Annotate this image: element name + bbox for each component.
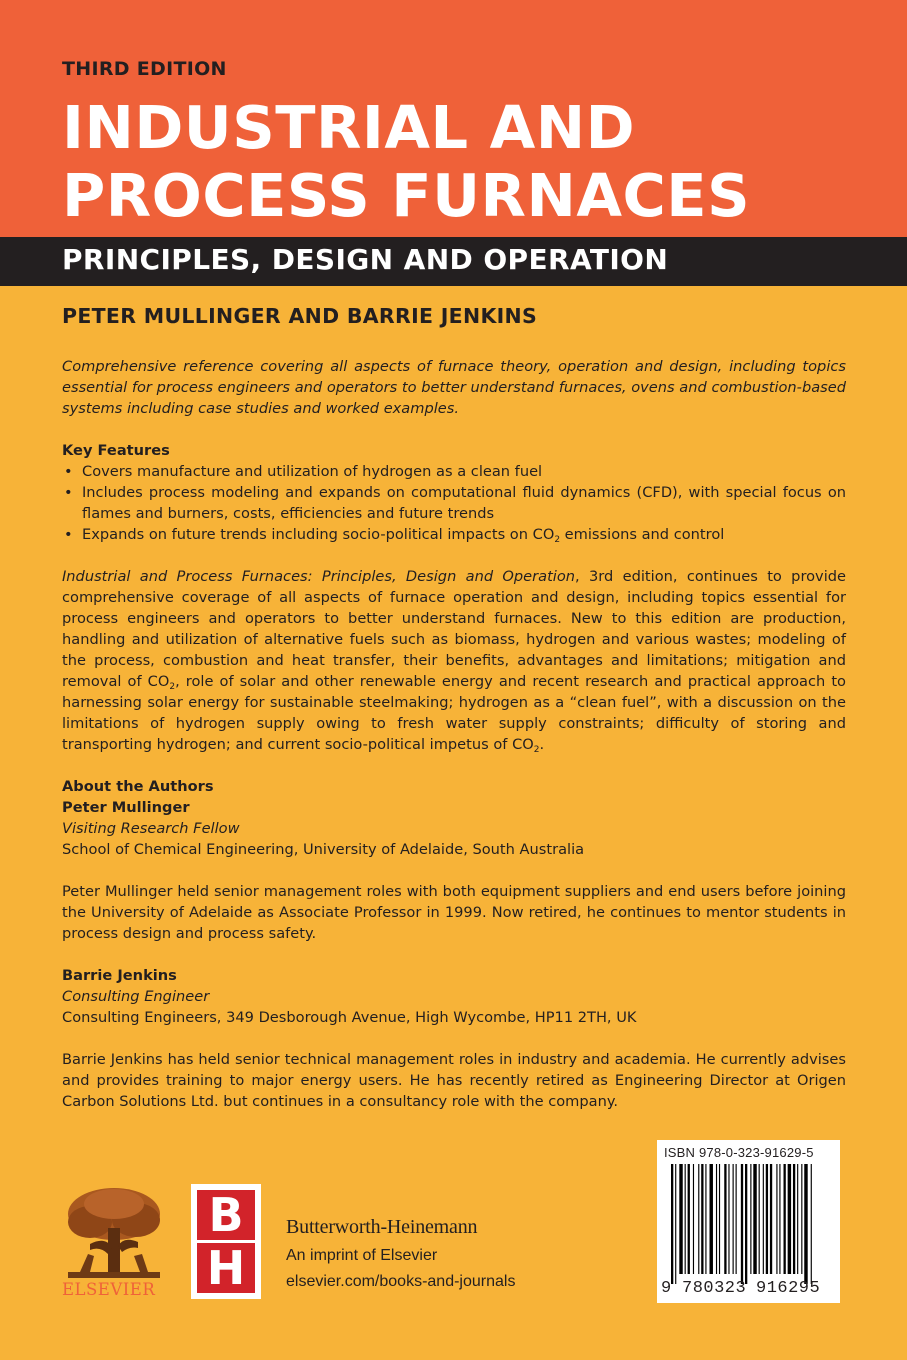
description-text: , role of solar and other renewable energy and recent research and practical approach to harnessing solar energy for sustainable steelmaking; hydrogen as a “clean fuel”, with a discussion on the limitations of hydrogen supply owing to fresh water supply constraints; difficulty of storing and transporting hydrogen; and current socio-political impetus of CO [62,673,846,753]
edition-label: THIRD EDITION [62,58,227,80]
barcode-bar [745,1164,747,1284]
feature-item [62,482,846,524]
barcode-bar [698,1164,699,1274]
author2-affiliation: Consulting Engineers, 349 Desborough Avenue, High Wycombe, HP11 2TH, UK [62,1009,637,1026]
barcode-bar [811,1164,812,1284]
barcode-bar [776,1164,777,1274]
barcode-bar [793,1164,795,1274]
publisher-info [286,1216,515,1299]
description-text: . [539,736,545,753]
feature-text: Includes process modeling and expands on computational fluid dynamics (CFD), with special focus on flames and burners, costs, efficiencies and future trends [82,484,846,522]
feature-text: Expands on future trends including socio-political impacts on CO [82,526,555,543]
barcode-bar [741,1164,743,1284]
barcode-bar [675,1164,676,1284]
bh-logo [191,1184,261,1299]
barcode-bar [801,1164,802,1274]
book-title-line-1: INDUSTRIAL AND [62,93,636,162]
feature-item [62,461,846,482]
imprint-note: An imprint of Elsevier [286,1247,438,1264]
description-paragraph [62,566,846,755]
barcode-right-digits: 916295 [756,1279,821,1298]
bh-logo-h: H [197,1243,255,1293]
subscript: 2 [533,745,540,755]
book-title [62,94,750,230]
back-cover-text [62,356,846,1112]
feature-text: emissions and control [560,526,725,543]
barcode-left-digits: 780323 [682,1279,747,1298]
feature-item [62,524,846,545]
author2-bio: Barrie Jenkins has held senior technical management roles in industry and academia. He currently advises and provides training to major energy users. He has recently retired as Engineering Director at Origen Carbon Solutions Ltd. but continues in a consultancy role with the company. [62,1051,846,1110]
barcode-bar [788,1164,791,1274]
barcode-bar [733,1164,734,1274]
about-authors-heading: About the Authors [62,778,214,795]
barcode [671,1164,831,1286]
key-features-heading: Key Features [62,442,170,459]
publisher-name: Butterworth-Heinemann [286,1216,478,1238]
barcode-bar [759,1164,760,1274]
barcode-bar [804,1164,807,1284]
barcode-bar [671,1164,673,1284]
tagline: Comprehensive reference covering all aspects of furnace theory, operation and design, including topics essential for process engineers and operators to better understand furnaces, ovens and combustion-based systems including case studies and worked examples. [62,358,846,417]
barcode-bar [719,1164,720,1274]
isbn-barcode-box [657,1140,840,1303]
author-names: PETER MULLINGER AND BARRIE JENKINS [62,304,538,328]
barcode-bar [797,1164,798,1274]
author1-bio: Peter Mullinger held senior management roles with both equipment suppliers and end users before joining the University of Adelaide as Associate Professor in 1999. Now retired, he continues to mentor students in process design and process safety. [62,883,846,942]
barcode-bar [724,1164,726,1274]
author1-role: Visiting Research Fellow [62,820,240,837]
barcode-bar [679,1164,682,1274]
barcode-bar [779,1164,780,1274]
barcode-bar [693,1164,694,1274]
book-title-line-2: PROCESS FURNACES [62,161,751,230]
barcode-bar [753,1164,756,1274]
barcode-bar [710,1164,713,1274]
subscript: 2 [169,682,176,692]
barcode-bar [770,1164,772,1274]
isbn-label: ISBN 978-0-323-91629-5 [664,1145,814,1160]
barcode-bar [766,1164,768,1274]
key-features-list [62,461,846,545]
description-book-title: Industrial and Process Furnaces: Principles, Design and Operation [62,568,576,585]
author2-role: Consulting Engineer [62,988,210,1005]
barcode-bar [784,1164,786,1274]
feature-text: Covers manufacture and utilization of hydrogen as a clean fuel [82,463,543,480]
barcode-bar [705,1164,706,1274]
publisher-website: elsevier.com/books-and-journals [286,1273,516,1290]
book-subtitle: PRINCIPLES, DESIGN AND OPERATION [62,243,669,276]
barcode-bar [728,1164,729,1274]
bh-logo-b: B [197,1190,255,1240]
author1-name: Peter Mullinger [62,799,190,816]
description-text: , 3rd edition, continues to provide comprehensive coverage of all aspects of furnace operation and design, including topics essential for process engineers and operators to better understand furnaces. New to this edition are production, handling and utilization of alternative fuels such as biomass, hydrogen and various wastes; modeling of the process, combustion and heat transfer, their benefits, advantages and limitations; mitigation and removal of CO [62,568,846,690]
subscript: 2 [554,535,561,545]
barcode-bar [716,1164,717,1274]
author2-name: Barrie Jenkins [62,967,177,984]
barcode-bar [688,1164,690,1274]
barcode-bar [750,1164,751,1274]
barcode-bar [736,1164,737,1274]
barcode-lead-digit: 9 [661,1279,672,1298]
elsevier-wordmark: ELSEVIER [62,1280,156,1299]
barcode-bar [763,1164,764,1274]
author1-affiliation: School of Chemical Engineering, University of Adelaide, South Australia [62,841,585,858]
barcode-bar [701,1164,703,1274]
barcode-bar [685,1164,686,1274]
